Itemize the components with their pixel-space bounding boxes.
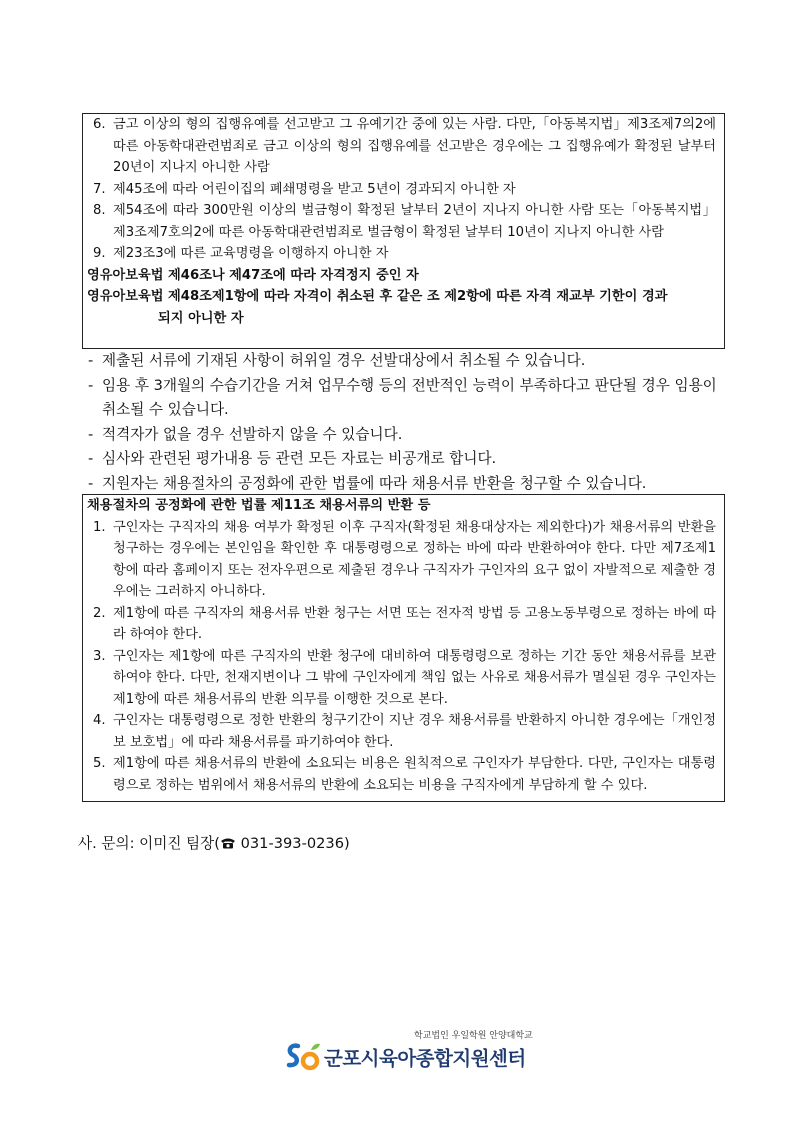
dash: -	[88, 376, 94, 394]
notice-bullets	[88, 349, 728, 497]
list-item	[93, 646, 716, 711]
item-number: 3.	[93, 648, 106, 664]
disqualification-box	[82, 113, 725, 349]
bullet-text: 제출된 서류에 기재된 사항이 허위일 경우 선발대상에서 취소될 수 있습니다.	[102, 352, 586, 369]
item-text: 금고 이상의 형의 집행유예를 선고받고 그 유예기간 중에 있는 사람. 다만,「아동복지법」제3조제7의2에 따른 아동학대관련범죄로 금고 이상의 형의 집행유예를 선고받은 경우에는 그 집행유예가 확정된 날부터 20년이 지나지 아니한 사람	[113, 117, 716, 175]
bullet-item	[88, 423, 728, 448]
bullet-item	[88, 349, 728, 374]
item-number: 5.	[93, 756, 106, 771]
bullet-text: 적격자가 없을 경우 선발하지 않을 수 있습니다.	[102, 425, 403, 443]
bullet-text: 임용 후 3개월의 수습기간을 거쳐 업무수행 등의 전반적인 능력이 부족하다고 판단될 경우 임용이 취소될 수 있습니다.	[102, 376, 717, 419]
bullet-item	[88, 374, 728, 423]
list-item	[93, 603, 716, 646]
contact-phone: 031-393-0236)	[235, 835, 350, 852]
bullet-text: 지원자는 채용절차의 공정화에 관한 법률에 따라 채용서류 반환을 청구할 수 있습니다.	[102, 474, 647, 492]
list-item	[93, 243, 716, 265]
logo-subtitle: 학교법인 우일학원 안양대학교	[414, 1031, 533, 1041]
item-text: 제1항에 따른 구직자의 채용서류 반환 청구는 서면 또는 전자적 방법 등 고용노동부령으로 정하는 바에 따라 하여야 한다.	[113, 605, 716, 642]
bullet-item	[88, 447, 728, 472]
item-number: 1.	[93, 519, 106, 535]
dash: -	[88, 425, 94, 443]
list-item	[93, 517, 716, 603]
list-item	[93, 200, 716, 243]
dash: -	[88, 474, 94, 492]
dash: -	[88, 352, 94, 369]
item-number: 2.	[93, 605, 106, 621]
contact-line	[78, 833, 350, 855]
list-item	[93, 753, 716, 796]
item-number: 4.	[93, 713, 106, 728]
item-number: 9.	[93, 246, 106, 261]
item-text: 구인자는 구직자의 채용 여부가 확정된 이후 구직자(확정된 채용대상자는 제외한다)가 채용서류의 반환을 청구하는 경우에는 본인임을 확인한 후 대통령령으로 정하는 바에 따라 반환하여야 한다. 다만 제7조제1항에 따라 홈페이지 또는 전자우편으로 제출된 경우나 구직자가 구인자의 요구 없이 자발적으로 제출한 경우에는 그러하지 아니하다.	[113, 519, 716, 599]
item-number: 8.	[93, 203, 106, 218]
bullet-text: 심사와 관련된 평가내용 등 관련 모든 자료는 비공개로 합니다.	[102, 450, 497, 468]
contact-label: 사. 문의: 이미진 팀장(	[78, 835, 220, 852]
item-text: 구인자는 제1항에 따른 구직자의 반환 청구에 대비하여 대통령령으로 정하는 기간 동안 채용서류를 보관하여야 한다. 다만, 천재지변이나 그 밖에 구인자에게 책임 없는 사유로 채용서류가 멸실된 경우 구인자는 제1항에 따른 채용서류의 반환 의무를 이행한 것으로 본다.	[113, 648, 716, 707]
bold-clause: 영유아보육법 제48조제1항에 따라 자격이 취소된 후 같은 조 제2항에 따른 자격 재교부 기한이 경과	[87, 289, 668, 304]
item-text: 구인자는 대통령령으로 정한 반환의 청구기간이 지난 경우 채용서류를 반환하지 아니한 경우에는「개인정보 보호법」에 따라 채용서류를 파기하여야 한다.	[113, 713, 716, 750]
item-text: 제45조에 따라 어린이집의 폐쇄명령을 받고 5년이 경과되지 아니한 자	[113, 181, 516, 197]
item-number: 6.	[93, 117, 106, 132]
list-item	[93, 179, 716, 201]
law-title: 채용절차의 공정화에 관한 법률 제11조 채용서류의 반환 등	[87, 498, 431, 513]
bold-clause: 영유아보육법 제46조나 제47조에 따라 자격정지 중인 자	[87, 267, 419, 283]
item-text: 제54조에 따라 300만원 이상의 벌금형이 확정된 날부터 2년이 지나지 아니한 사람 또는「아동복지법」제3조제7호의2에 따른 아동학대관련범죄로 벌금형이 확정된 날부터 10년이 지나지 아니한 사람	[113, 203, 716, 240]
logo-name: 군포시육아종합지원센터	[324, 1047, 526, 1070]
item-text: 제23조3에 따른 교육명령을 이행하지 아니한 자	[113, 246, 389, 261]
list-item	[93, 710, 716, 753]
dash: -	[88, 450, 94, 468]
bold-clause-continuation: 되지 아니한 자	[158, 310, 244, 326]
center-logo	[284, 1028, 544, 1078]
phone-icon	[220, 837, 236, 849]
list-item	[93, 114, 716, 179]
item-number: 7.	[93, 181, 106, 197]
item-text: 제1항에 따른 채용서류의 반환에 소요되는 비용은 원칙적으로 구인자가 부담한다. 다만, 구인자는 대통령령으로 정하는 범위에서 채용서류의 반환에 소요되는 비용을 구직자에게 부담하게 할 수 있다.	[113, 756, 716, 793]
logo-mark-icon	[284, 1040, 324, 1072]
document-return-law-box	[82, 494, 725, 802]
bullet-item	[88, 472, 728, 497]
